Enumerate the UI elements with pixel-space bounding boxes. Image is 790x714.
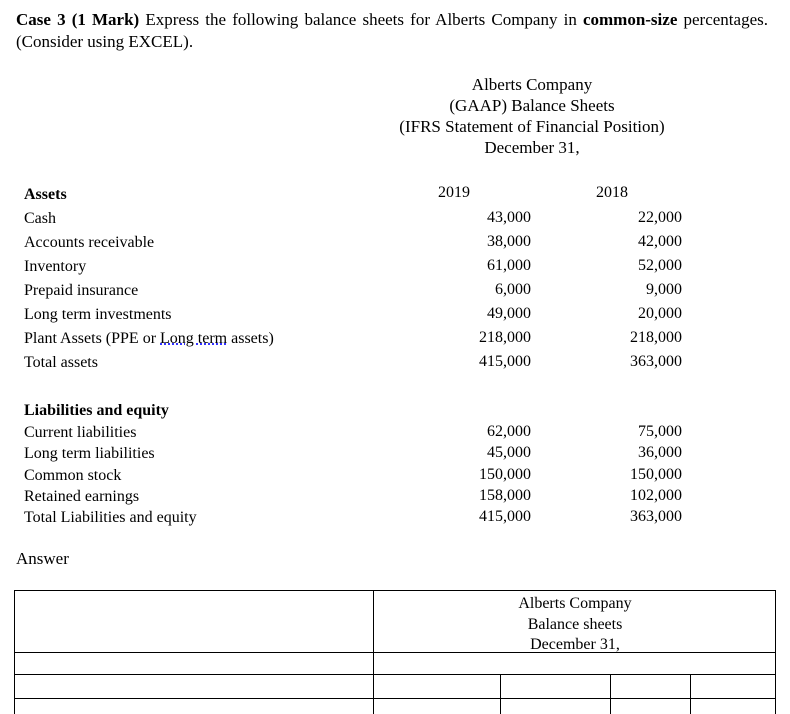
answer-label: Answer [16, 549, 69, 568]
statement-title: (GAAP) Balance Sheets [449, 96, 615, 115]
equity-2018-retained: 102,000 [630, 487, 682, 504]
plant-label-link: Long term [160, 330, 228, 347]
asset-2018-inventory: 52,000 [638, 257, 682, 274]
prompt-text-a: Express the following balance sheets for Alberts Company in [139, 10, 583, 29]
liab-2018-total: 363,000 [630, 508, 682, 525]
asset-label-lt-investments: Long term investments [24, 306, 172, 323]
liab-2019-current: 62,000 [487, 423, 531, 440]
asset-2018-prepaid: 9,000 [646, 281, 682, 298]
equity-2019-retained: 158,000 [479, 487, 531, 504]
asset-2019-ar: 38,000 [487, 233, 531, 250]
question-prompt [16, 9, 768, 53]
prompt-text-b: percentages. (Consider using EXCEL). [16, 10, 768, 51]
statement-subtitle: (IFRS Statement of Financial Position) [399, 117, 665, 136]
company-name: Alberts Company [471, 75, 593, 94]
answer-table-date: December 31, [530, 636, 620, 653]
asset-2019-cash: 43,000 [487, 209, 531, 226]
asset-2019-plant: 218,000 [479, 329, 531, 346]
liab-2019-lt: 45,000 [487, 444, 531, 461]
asset-label-inventory: Inventory [24, 258, 87, 275]
asset-2018-cash: 22,000 [638, 209, 682, 226]
asset-2019-total: 415,000 [479, 353, 531, 370]
asset-2018-plant: 218,000 [630, 329, 682, 346]
asset-2018-total: 363,000 [630, 353, 682, 370]
table-col-divider-3 [610, 674, 611, 714]
equity-label-common-stock: Common stock [24, 467, 122, 484]
plant-label-suffix: assets) [227, 330, 274, 347]
asset-label-prepaid: Prepaid insurance [24, 282, 139, 299]
liab-label-total: Total Liabilities and equity [24, 509, 197, 526]
liab-2019-total: 415,000 [479, 508, 531, 525]
plant-label-prefix: Plant Assets (PPE or [24, 330, 161, 347]
assets-header: Assets [24, 186, 67, 203]
asset-2019-prepaid: 6,000 [495, 281, 531, 298]
asset-2018-ar: 42,000 [638, 233, 682, 250]
asset-label-ar: Accounts receivable [24, 234, 155, 251]
table-rule-2 [14, 674, 776, 675]
asset-label-total: Total assets [24, 354, 98, 371]
mark-label: (1 Mark) [71, 10, 140, 29]
equity-label-retained: Retained earnings [24, 488, 140, 505]
table-border-left [14, 590, 15, 714]
table-col-divider-1 [373, 590, 374, 714]
table-col-divider-4 [690, 674, 691, 714]
answer-table-title: Balance sheets [527, 616, 623, 633]
case-label: Case 3 [16, 10, 66, 29]
liab-2018-lt: 36,000 [638, 444, 682, 461]
asset-label-plant [24, 329, 274, 349]
year-2019-header: 2019 [438, 184, 470, 201]
asset-2018-lt-investments: 20,000 [638, 305, 682, 322]
equity-2019-common-stock: 150,000 [479, 466, 531, 483]
asset-2019-lt-investments: 49,000 [487, 305, 531, 322]
prompt-emphasis: common-size [582, 10, 678, 29]
statement-date: December 31, [484, 138, 580, 157]
equity-2018-common-stock: 150,000 [630, 466, 682, 483]
year-2018-header: 2018 [596, 184, 628, 201]
liab-2018-current: 75,000 [638, 423, 682, 440]
table-rule-3 [14, 698, 776, 699]
table-border-top [14, 590, 776, 591]
answer-table-company: Alberts Company [518, 595, 632, 612]
liab-label-current: Current liabilities [24, 424, 137, 441]
table-col-divider-2 [500, 674, 501, 714]
liabilities-header: Liabilities and equity [24, 402, 169, 419]
liab-label-lt: Long term liabilities [24, 445, 155, 462]
asset-label-cash: Cash [24, 210, 56, 227]
table-border-right [775, 590, 776, 714]
asset-2019-inventory: 61,000 [487, 257, 531, 274]
